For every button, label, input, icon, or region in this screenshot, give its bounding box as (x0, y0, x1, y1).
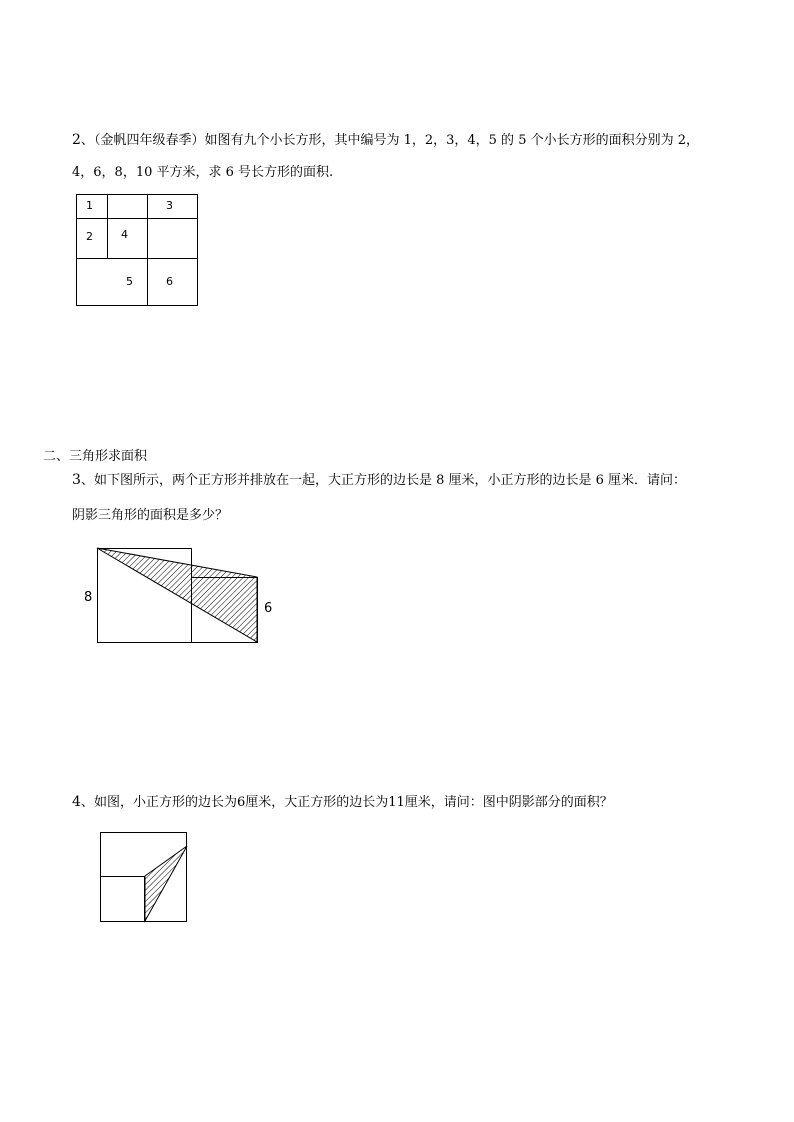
problem-2-text-1: （金帆四年级春季）如图有九个小长方形，其中编号为 1，2，3，4，5 的 5 个小长方形的面积分别为 2， (93, 133, 699, 148)
problem-4-sep: 、 (80, 795, 94, 810)
shaded-region (145, 846, 187, 921)
problem-3-line-2: 阴影三角形的面积是多少？ (72, 508, 229, 523)
problem-3-number: 3 (72, 472, 81, 488)
problem-3-text-1: 如下图所示，两个正方形并排放在一起，大正方形的边长是 8 厘米，小正方形的边长是 6 厘米．请问： (93, 473, 687, 488)
problem-4-text-1: 如图，小正方形的边长为6厘米，大正方形的边长为11厘米，请问：图中阴影部分的面积？ (93, 795, 613, 810)
grid-label-2: 2 (86, 230, 93, 243)
grid-label-4: 4 (121, 228, 128, 241)
problem-2-number: 2 (72, 132, 81, 148)
problem-2-line-2: 4，6，8，10 平方米，求 6 号长方形的面积. (72, 165, 334, 180)
problem-2-sep: 、 (80, 133, 94, 148)
section-heading: 二、三角形求面积 (43, 449, 148, 464)
grid-label-1: 1 (86, 199, 93, 212)
label-small-side: 6 (264, 601, 273, 616)
small-square-inner (101, 877, 145, 922)
grid-label-5: 5 (126, 275, 133, 288)
label-big-side: 8 (84, 590, 93, 605)
problem-3-sep: 、 (80, 473, 94, 488)
grid-label-3: 3 (166, 199, 173, 212)
grid-label-6: 6 (166, 275, 173, 288)
problem-4-number: 4 (72, 794, 81, 810)
